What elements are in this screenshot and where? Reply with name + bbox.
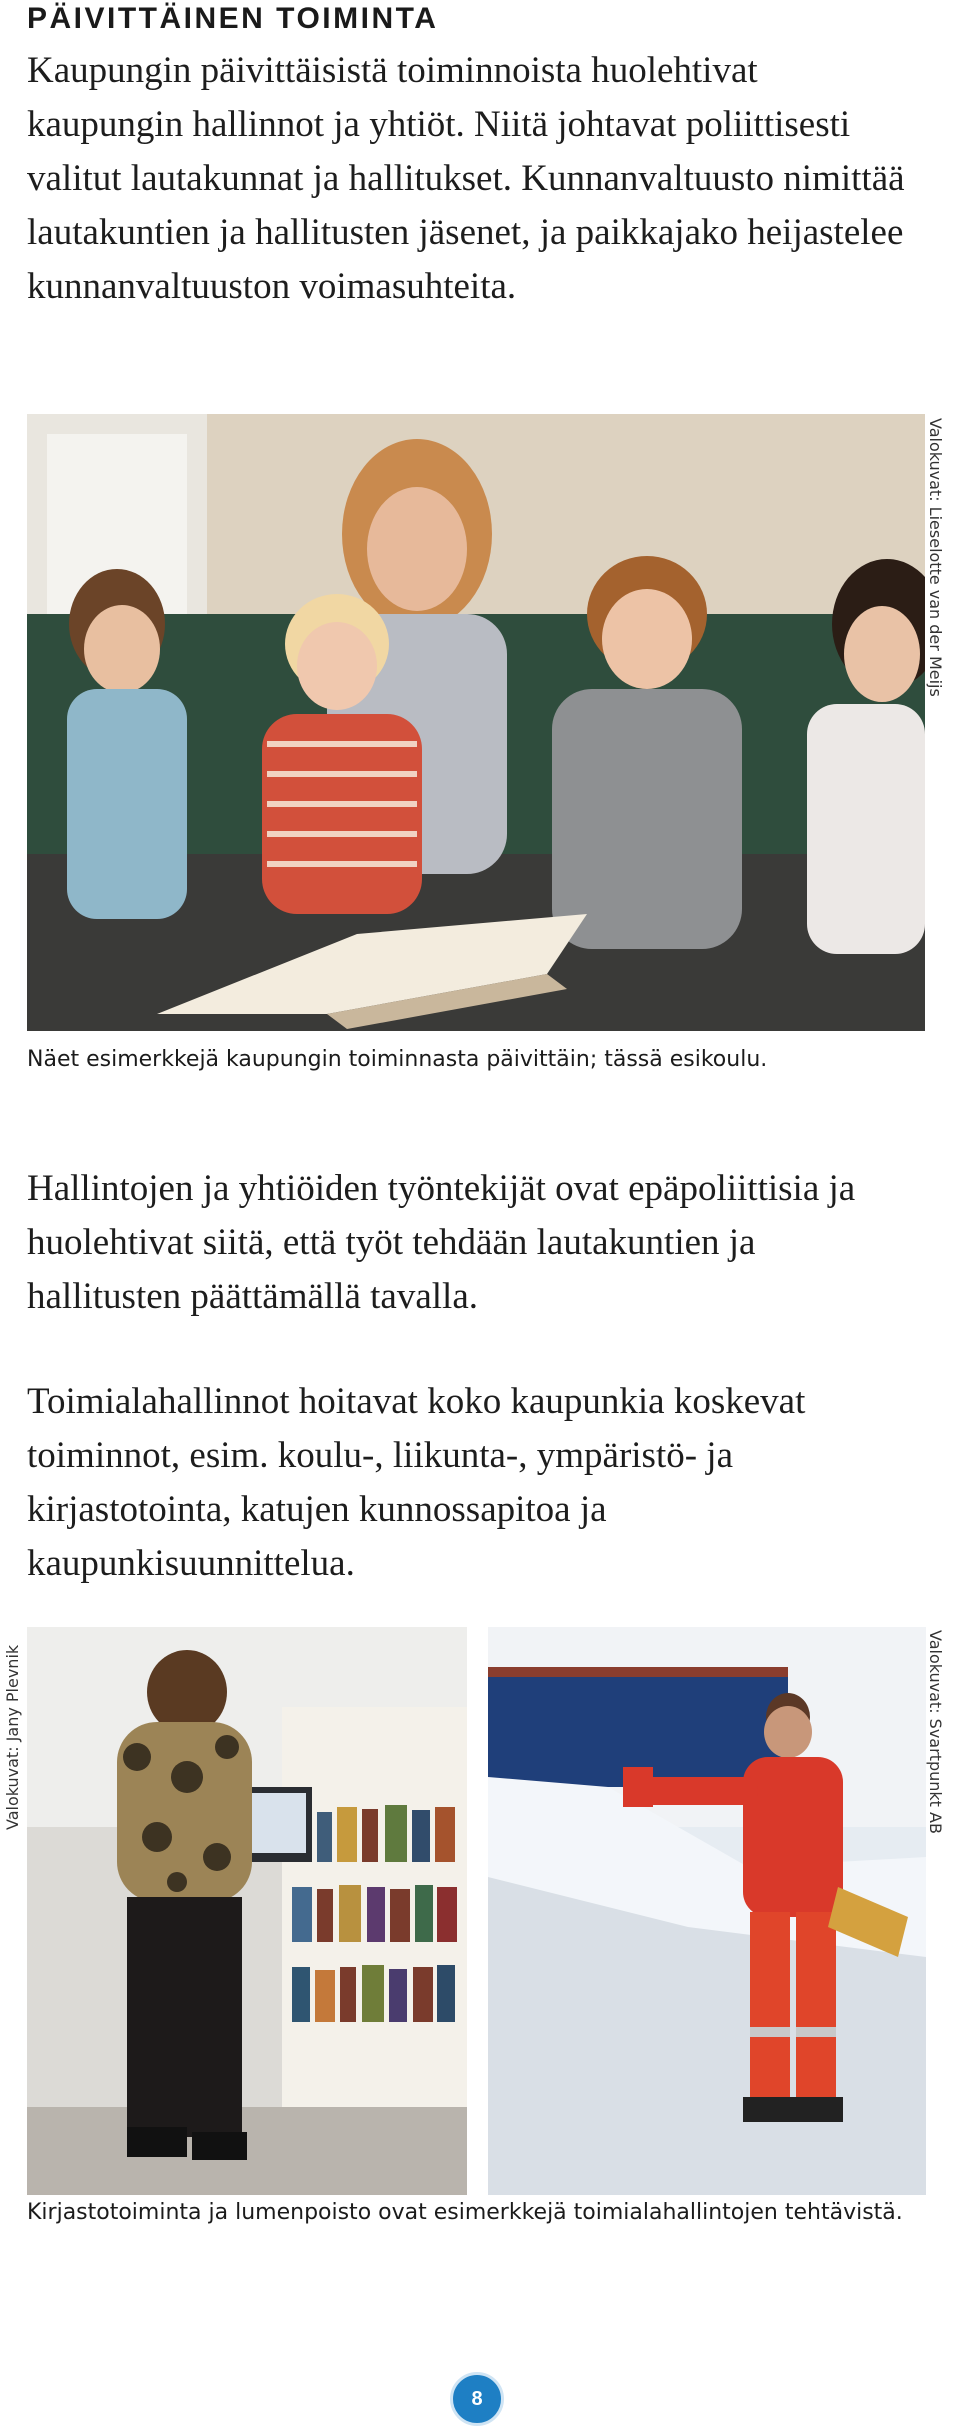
page-number-badge: 8 [450,2372,504,2426]
staff-paragraph: Hallintojen ja yhtiöiden työntekijät ovat epäpoliittisia ja huolehtivat siitä, että työt tehdään lautakuntien ja hallitusten päättämällä tavalla. [27,1168,856,1317]
photo-credit-preschool: Valokuvat: Lieselotte van der Meijs [926,418,945,697]
photo-credit-snow: Valokuvat: Svartpunkt AB [926,1630,945,1834]
preschool-caption: Näet esimerkkejä kaupungin toiminnasta päivittäin; tässä esikoulu. [27,1047,768,1072]
snow-removal-photo [488,1627,926,2195]
intro-paragraph: Kaupungin päivittäisistä toiminnoista huolehtivat kaupungin hallinnot ja yhtiöt. Niitä johtavat poliittisesti valitut lautakunnat ja hallitukset. Kunnanvaltuusto nimittää lautakuntien ja hallitusten jäsenet, ja paikkajako heijastelee kunnanvaltuuston voimasuhteita. [27,50,905,307]
library-snow-caption: Kirjastotoiminta ja lumenpoisto ovat esimerkkejä toimialahallintojen tehtävistä. [27,2200,903,2225]
sector-paragraph: Toimialahallinnot hoitavat koko kaupunkia koskevat toiminnot, esim. koulu-, liikunta-, ympäristö- ja kirjastotointa, katujen kunnossapitoa ja kaupunkisuunnittelua. [27,1381,806,1584]
library-photo [27,1627,467,2195]
preschool-reading-photo [27,414,925,1031]
section-heading: PÄIVITTÄINEN TOIMINTA [27,2,439,35]
photo-credit-library: Valokuvat: Jany Plevnik [3,1644,22,1830]
